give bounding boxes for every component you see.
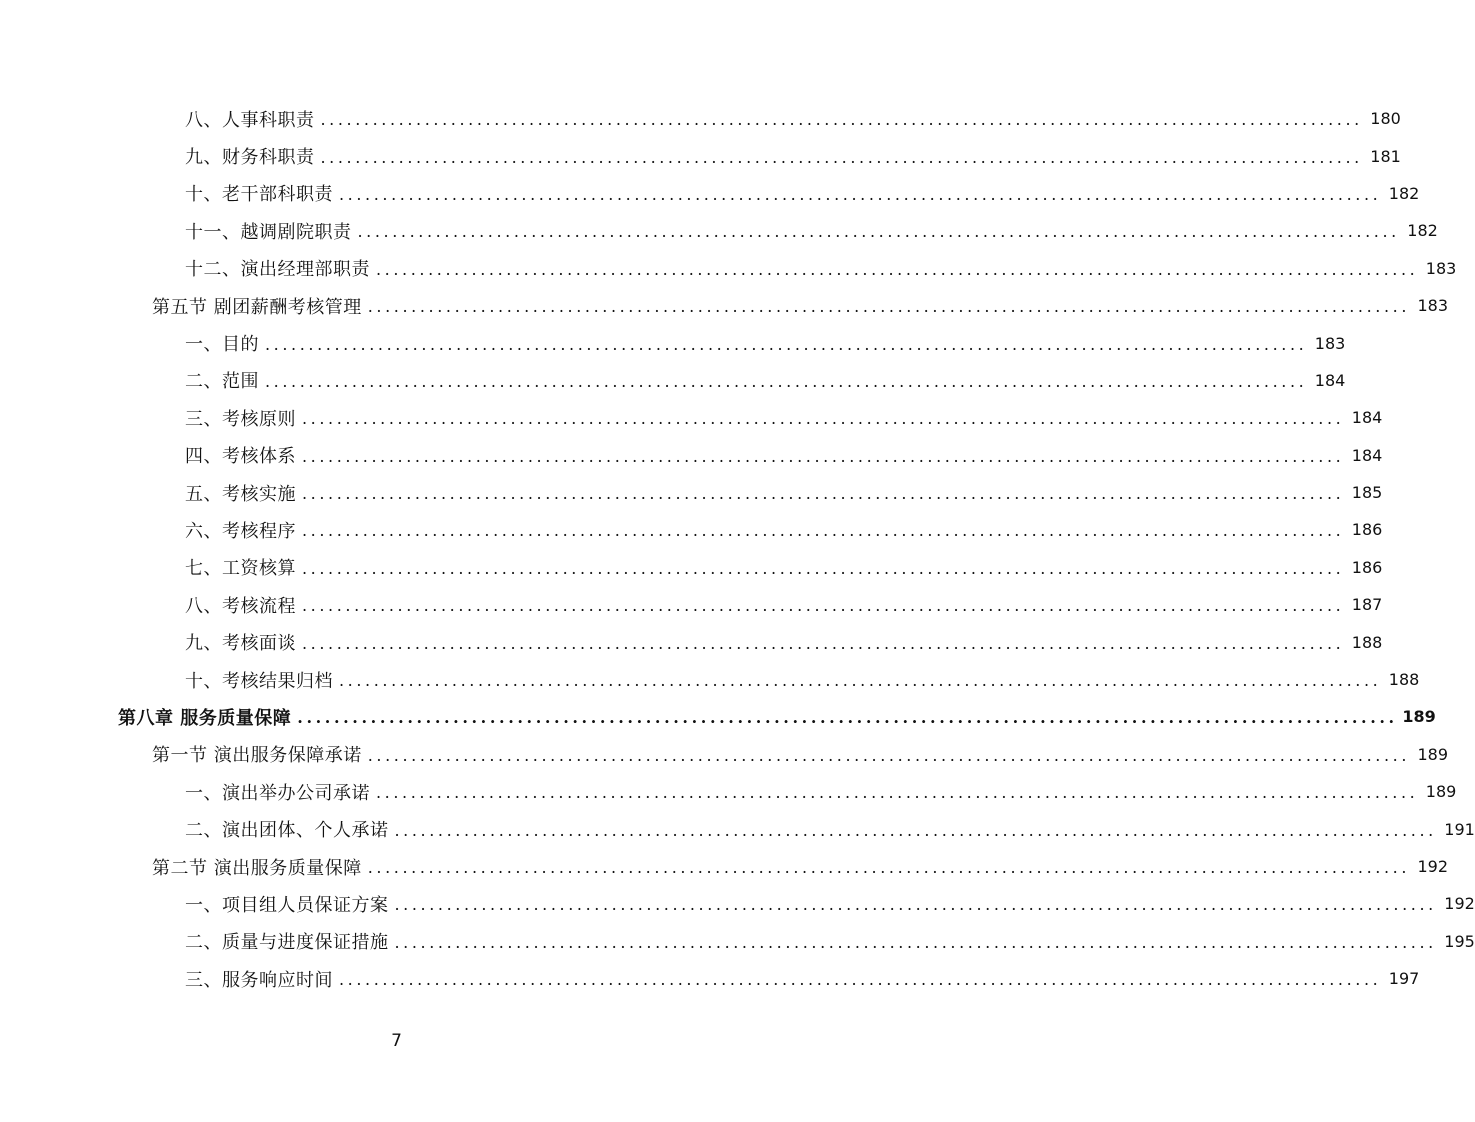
- toc-subsection-entry[interactable]: [0, 773, 1457, 810]
- toc-entry-page: 188: [1388, 670, 1420, 690]
- toc-entry-page: 182: [1388, 183, 1420, 203]
- toc-entry-page: 186: [1351, 557, 1383, 577]
- toc-entry-title: 第八章 服务质量保障: [118, 707, 292, 729]
- toc-entry-page: 188: [1351, 632, 1383, 652]
- toc-subsection-entry[interactable]: [0, 623, 1383, 660]
- toc-entry-title: 十、老干部科职责: [185, 184, 333, 206]
- toc-subsection-entry[interactable]: [0, 324, 1346, 361]
- toc-subsection-entry[interactable]: [0, 923, 1475, 960]
- toc-entry-page: 181: [1370, 146, 1401, 166]
- toc-dot-leader: ........................................................................................................................: [394, 820, 1437, 840]
- toc-dot-leader: ........................................................................................................................: [265, 371, 1308, 391]
- toc-dot-leader: ........................................................................................................................: [376, 259, 1419, 279]
- toc-entry-title: 第五节 剧团薪酬考核管理: [152, 296, 362, 318]
- toc-dot-leader: ........................................................................................................................: [339, 184, 1382, 204]
- toc-entry-page: 195: [1444, 931, 1475, 951]
- toc-entry-title: 六、考核程序: [185, 520, 296, 542]
- toc-entry-title: 九、财务科职责: [185, 147, 315, 169]
- toc-entry-page: 183: [1314, 333, 1346, 353]
- toc-entry-page: 184: [1351, 408, 1383, 428]
- toc-entry-page: 192: [1417, 857, 1449, 876]
- toc-subsection-entry[interactable]: [0, 549, 1383, 586]
- page-number: 7: [391, 1031, 402, 1051]
- toc-entry-title: 四、考核体系: [185, 446, 296, 468]
- toc-entry-title: 一、演出举办公司承诺: [185, 782, 370, 804]
- toc-entry-title: 三、考核原则: [185, 408, 296, 430]
- toc-subsection-entry[interactable]: [0, 137, 1401, 174]
- toc-dot-leader: ........................................................................................................................: [302, 633, 1345, 653]
- toc-subsection-entry[interactable]: [0, 437, 1383, 474]
- toc-entry-page: 189: [1402, 707, 1436, 727]
- toc-entry-title: 八、考核流程: [185, 595, 296, 617]
- toc-dot-leader: ........................................................................................................................: [302, 409, 1345, 429]
- toc-dot-leader: ........................................................................................................................: [367, 745, 1411, 765]
- toc-chapter-entry[interactable]: [0, 698, 1436, 735]
- toc-entry-page: 183: [1417, 296, 1449, 316]
- toc-entry-title: 二、范围: [185, 371, 259, 393]
- toc-dot-leader: ........................................................................................................................: [339, 671, 1382, 691]
- toc-subsection-entry[interactable]: [0, 810, 1475, 847]
- toc-entry-title: 十、考核结果归档: [185, 670, 333, 692]
- toc-entry-title: 九、考核面谈: [185, 633, 296, 655]
- toc-subsection-entry[interactable]: [0, 960, 1420, 997]
- toc-entry-page: 191: [1444, 819, 1475, 839]
- toc-subsection-entry[interactable]: [0, 661, 1420, 698]
- toc-entry-title: 七、工资核算: [185, 558, 296, 580]
- toc-dot-leader: ........................................................................................................................: [320, 110, 1363, 130]
- table-of-contents: [0, 100, 1475, 997]
- toc-dot-leader: ........................................................................................................................: [376, 783, 1419, 803]
- toc-entry-page: 185: [1351, 483, 1383, 503]
- toc-dot-leader: ........................................................................................................................: [367, 858, 1411, 877]
- toc-entry-title: 第一节 演出服务保障承诺: [152, 745, 362, 767]
- toc-dot-leader: ........................................................................................................................: [302, 521, 1345, 541]
- toc-entry-title: 八、人事科职责: [185, 109, 315, 131]
- toc-entry-page: 184: [1314, 370, 1346, 390]
- toc-dot-leader: ........................................................................................................................: [302, 596, 1345, 616]
- toc-section-entry[interactable]: [0, 736, 1449, 773]
- toc-subsection-entry[interactable]: [0, 100, 1401, 137]
- toc-entry-title: 一、项目组人员保证方案: [185, 894, 389, 916]
- toc-dot-leader: ........................................................................................................................: [394, 895, 1437, 915]
- toc-subsection-entry[interactable]: [0, 362, 1346, 399]
- toc-subsection-entry[interactable]: [0, 474, 1383, 511]
- toc-entry-title: 第二节 演出服务质量保障: [152, 857, 362, 879]
- toc-entry-page: 189: [1417, 744, 1449, 764]
- toc-dot-leader: ........................................................................................................................: [302, 558, 1345, 578]
- toc-entry-page: 186: [1351, 520, 1383, 540]
- toc-dot-leader: ........................................................................................................................: [357, 222, 1400, 242]
- toc-subsection-entry[interactable]: [0, 399, 1383, 436]
- toc-entry-title: 五、考核实施: [185, 483, 296, 505]
- toc-entry-page: 189: [1425, 782, 1457, 802]
- toc-dot-leader: ........................................................................................................................: [394, 932, 1437, 952]
- toc-entry-title: 三、服务响应时间: [185, 969, 333, 991]
- toc-dot-leader: ........................................................................................................................: [302, 484, 1345, 504]
- toc-dot-leader: ........................................................................................................................: [302, 446, 1345, 466]
- toc-dot-leader: ........................................................................................................................: [367, 297, 1411, 317]
- toc-dot-leader: ........................................................................................................................: [265, 334, 1308, 354]
- toc-entry-page: 184: [1351, 445, 1383, 465]
- toc-section-entry[interactable]: [0, 848, 1449, 885]
- toc-dot-leader: ........................................................................................................................: [320, 147, 1363, 167]
- toc-entry-page: 192: [1444, 894, 1475, 914]
- toc-subsection-entry[interactable]: [0, 511, 1383, 548]
- toc-entry-page: 197: [1388, 969, 1420, 989]
- toc-entry-page: 180: [1370, 109, 1401, 129]
- toc-entry-page: 182: [1407, 221, 1438, 241]
- toc-entry-title: 十一、越调剧院职责: [185, 221, 352, 243]
- toc-subsection-entry[interactable]: [0, 175, 1420, 212]
- toc-subsection-entry[interactable]: [0, 885, 1475, 922]
- toc-dot-leader: ........................................................................................................................: [297, 708, 1398, 728]
- toc-subsection-entry[interactable]: [0, 212, 1438, 249]
- toc-entry-title: 一、目的: [185, 334, 259, 356]
- toc-section-entry[interactable]: [0, 287, 1449, 324]
- toc-entry-page: 187: [1351, 595, 1383, 615]
- toc-entry-title: 十二、演出经理部职责: [185, 259, 370, 281]
- toc-entry-title: 二、质量与进度保证措施: [185, 932, 389, 954]
- toc-dot-leader: ........................................................................................................................: [339, 970, 1382, 990]
- toc-entry-page: 183: [1425, 258, 1457, 278]
- toc-subsection-entry[interactable]: [0, 586, 1383, 623]
- toc-entry-title: 二、演出团体、个人承诺: [185, 820, 389, 842]
- toc-subsection-entry[interactable]: [0, 250, 1457, 287]
